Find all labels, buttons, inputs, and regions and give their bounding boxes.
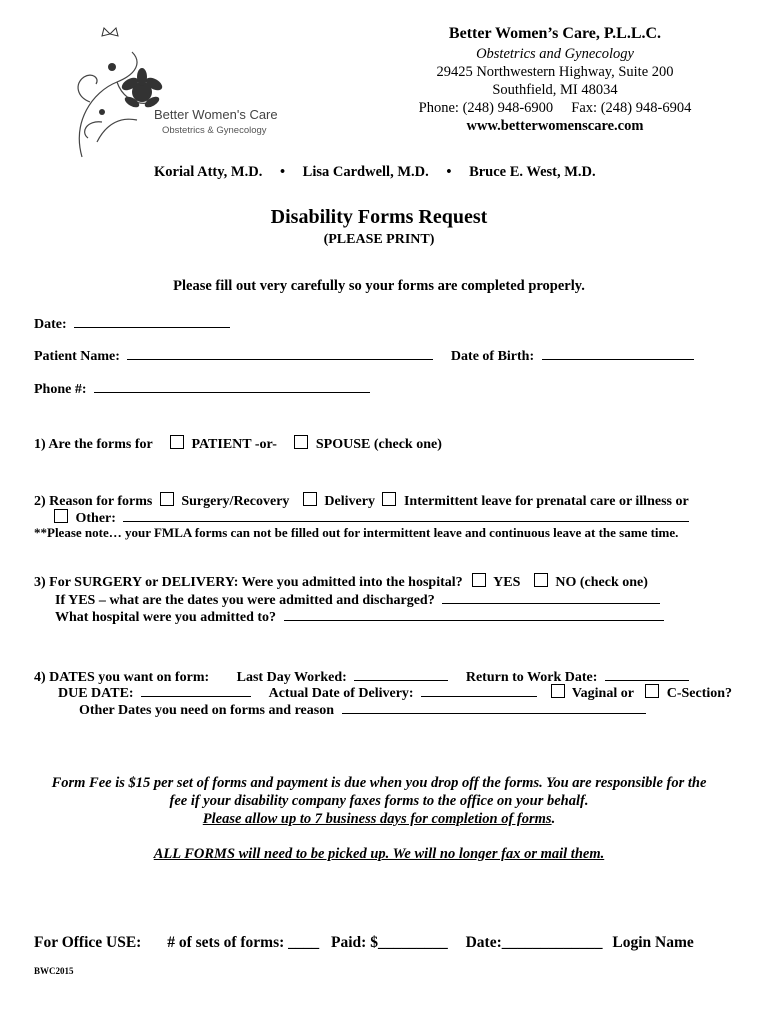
date-label: Date: [34,317,67,332]
other-dates-field[interactable] [342,700,646,714]
sets-of-forms: # of sets of forms: ____ [167,934,320,951]
q2-text: 2) Reason for forms [34,494,153,509]
admit-dates-field[interactable] [442,590,660,604]
separator-2: • [446,164,452,180]
delivery-option: Delivery [324,494,375,509]
fee-line-1: Form Fee is $15 per set of forms and payment is due when you drop off the forms. You are responsible for the [51,775,707,791]
office-use-label: For Office USE: [34,934,142,951]
paid-field: Paid: $_________ [331,934,448,951]
separator-1: • [279,164,286,180]
fee-line-3-period: . [551,811,556,827]
other-dates-label: Other Dates you need on forms and reason [79,703,334,718]
question-3 [34,573,648,591]
logo-text-2: Obstetrics & Gynecology [162,125,267,136]
patient-row [34,346,694,365]
q3-text: 3) For SURGERY or DELIVERY: Were you admitted into the hospital? [34,575,463,590]
last-day-label: Last Day Worked: [236,670,347,685]
intermittent-option: Intermittent leave for prenatal care or illness or [403,494,689,509]
date-field[interactable] [74,314,230,328]
other-label: Other: [75,511,116,526]
doctor-list [154,164,596,181]
phone-label: Phone #: [34,382,87,397]
due-label: DUE DATE: [58,686,134,701]
dob-label: Date of Birth: [450,349,535,364]
phone-row [34,379,370,398]
admit-dates-label: If YES – what are the dates you were admitted and discharged? [55,593,435,608]
doctor-3: Bruce E. West, M.D. [469,164,596,180]
csection-checkbox[interactable] [645,684,659,698]
q4-other-row [79,700,646,719]
patient-name-label: Patient Name: [34,349,120,364]
floral-logo-icon [62,22,282,162]
patient-name-field[interactable] [127,346,433,360]
return-label: Return to Work Date: [465,670,598,685]
phone-fax: Phone: (248) 948-6900 Fax: (248) 948-6904 [418,100,692,116]
q1-text: 1) Are the forms for [34,437,153,452]
q4-text: 4) DATES you want on form: [34,670,210,685]
fee-line-2: fee if your disability company faxes forms to the office on your behalf. [169,793,589,809]
actual-label: Actual Date of Delivery: [268,686,414,701]
csection-option: C-Section? [666,686,733,701]
form-subtitle: (PLEASE PRINT) [323,232,435,247]
website: www.betterwomenscare.com [466,118,644,134]
org-name: Better Women’s Care, P.L.L.C. [448,25,662,42]
vaginal-option: Vaginal or [571,686,634,701]
vaginal-checkbox[interactable] [551,684,565,698]
login-name: Login Name [612,934,694,951]
doctor-1: Korial Atty, M.D. [154,164,263,180]
intermittent-checkbox[interactable] [382,492,396,506]
date-row [34,314,230,333]
no-checkbox[interactable] [534,573,548,587]
pickup-notice: ALL FORMS will need to be picked up. We will no longer fax or mail them. [153,846,605,862]
office-use-row [34,934,694,952]
fmla-note: **Please note… your FMLA forms can not be filled out for intermittent leave and continuous leave at the same time. [34,525,679,540]
spouse-option: SPOUSE (check one) [315,437,442,452]
question-1 [34,435,442,453]
due-field[interactable] [141,683,251,697]
surgery-option: Surgery/Recovery [181,494,290,509]
actual-field[interactable] [421,683,537,697]
q3-hospital-row [55,607,664,626]
yes-option: YES [493,575,521,590]
dob-field[interactable] [542,346,694,360]
logo-text-1: Better Women's Care [154,107,278,122]
fee-line-3 [0,811,758,828]
hospital-field[interactable] [284,607,664,621]
patient-checkbox[interactable] [170,435,184,449]
office-date-field: Date:_____________ [465,934,603,951]
surgery-checkbox[interactable] [160,492,174,506]
return-field[interactable] [605,667,689,681]
address-line-1: 29425 Northwestern Highway, Suite 200 [436,64,674,80]
form-title: Disability Forms Request [270,206,488,228]
other-checkbox[interactable] [54,509,68,523]
address-line-2: Southfield, MI 48034 [492,82,618,98]
footer-code: BWC2015 [34,966,74,976]
business-days-note: Please allow up to 7 business days for completion of forms [202,811,552,827]
hospital-label: What hospital were you admitted to? [55,610,277,625]
phone-field[interactable] [94,379,370,393]
specialty: Obstetrics and Gynecology [476,46,634,62]
other-field[interactable] [123,508,689,522]
delivery-checkbox[interactable] [303,492,317,506]
spouse-checkbox[interactable] [294,435,308,449]
patient-option: PATIENT -or- [191,437,277,452]
logo [62,22,282,162]
last-day-field[interactable] [354,667,448,681]
yes-checkbox[interactable] [472,573,486,587]
instructions: Please fill out very carefully so your forms are completed properly. [173,278,585,294]
no-option: NO (check one) [555,575,648,590]
doctor-2: Lisa Cardwell, M.D. [302,164,429,180]
